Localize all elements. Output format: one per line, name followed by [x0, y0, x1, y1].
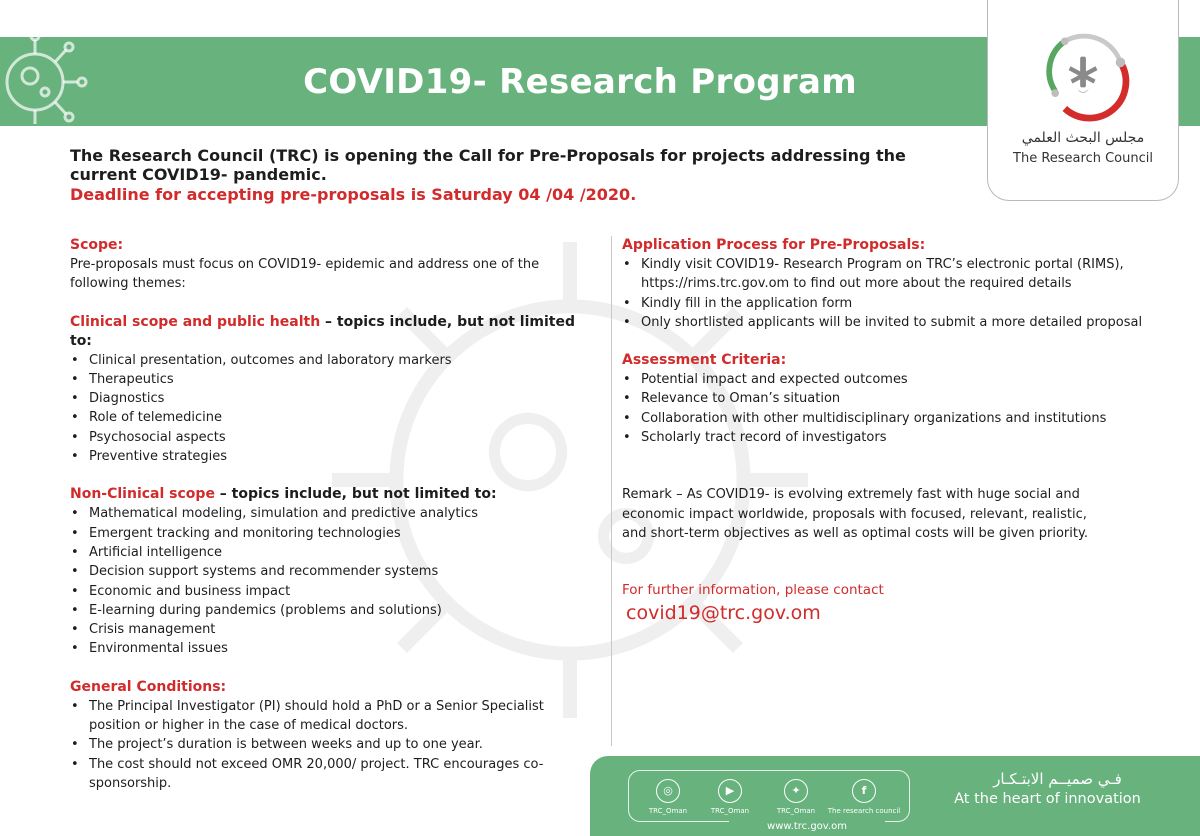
- list-item: • Emergent tracking and monitoring technologies: [70, 524, 580, 543]
- nonclinical-heading-title: Non-Clinical scope: [70, 486, 215, 503]
- assessment-heading: Assessment Criteria:: [622, 352, 787, 369]
- intro-text: The Research Council (TRC) is opening the Call for Pre-Proposals for projects addressing the current COVID19- pandemic.: [70, 146, 906, 184]
- social-links-frame: [628, 770, 910, 832]
- list-item: • Relevance to Oman’s situation: [622, 389, 1167, 408]
- list-item: • Crisis management: [70, 620, 580, 639]
- list-item: • Mathematical modeling, simulation and predictive analytics: [70, 504, 580, 523]
- tagline-english: At the heart of innovation: [954, 791, 1141, 807]
- footer-bar: [590, 756, 1200, 836]
- list-item: • Therapeutics: [70, 370, 580, 389]
- contact-email-link[interactable]: covid19@trc.gov.om: [626, 602, 821, 625]
- logo-english-name: The Research Council: [1013, 151, 1153, 166]
- contact-label: For further information, please contact: [622, 582, 884, 599]
- scope-heading: Scope:: [70, 237, 124, 253]
- social-label: TRC_Oman: [776, 807, 816, 815]
- list-item: • Only shortlisted applicants will be invited to submit a more detailed proposal: [622, 313, 1167, 332]
- list-item: • Environmental issues: [70, 639, 580, 658]
- right-column: [622, 236, 1167, 626]
- list-item: • The Principal Investigator (PI) should hold a PhD or a Senior Specialist position or higher in the case of medical doctors.: [70, 697, 580, 736]
- intro-section: [70, 146, 970, 206]
- general-conditions-list: [70, 697, 580, 793]
- assessment-list: [622, 370, 1167, 447]
- clinical-heading: [70, 313, 580, 351]
- list-item: • Scholarly tract record of investigators: [622, 428, 1167, 447]
- left-column: [70, 236, 580, 793]
- list-item: • Economic and business impact: [70, 582, 580, 601]
- social-label: TRC_Oman: [648, 807, 688, 815]
- clinical-heading-title: Clinical scope and public health: [70, 313, 321, 330]
- page-title: COVID19- Research Program: [303, 61, 857, 102]
- list-item: • Clinical presentation, outcomes and laboratory markers: [70, 351, 580, 370]
- tagline-arabic: فـي صميــم الابتـكـار: [993, 770, 1122, 788]
- social-label: TRC_Oman: [710, 807, 750, 815]
- nonclinical-heading-suffix: – topics include, but not limited to:: [214, 486, 497, 503]
- list-item: • Diagnostics: [70, 389, 580, 408]
- nonclinical-heading: [70, 485, 580, 504]
- trc-logo-icon: [1036, 22, 1132, 122]
- list-item: • Preventive strategies: [70, 447, 580, 466]
- application-heading: Application Process for Pre-Proposals:: [622, 237, 926, 253]
- list-item: • Kindly fill in the application form: [622, 294, 1167, 313]
- list-item: • The project’s duration is between weeks and up to one year.: [70, 735, 580, 754]
- list-item: • E-learning during pandemics (problems and solutions): [70, 601, 580, 620]
- logo-arabic-name: مجلس البحث العلمي: [1021, 130, 1145, 146]
- clinical-heading-suffix: – topics include, but not limited to:: [70, 313, 575, 349]
- list-item: • Collaboration with other multidisciplinary organizations and institutions: [622, 409, 1167, 428]
- column-divider: [611, 236, 612, 746]
- list-item: • Kindly visit COVID19- Research Program on TRC’s electronic portal (RIMS), https://rims.trc.gov.om to find out more about the required details: [622, 255, 1167, 294]
- deadline-notice: Deadline for accepting pre-proposals is Saturday 04 /04 /2020.: [70, 185, 637, 204]
- remark-text: Remark – As COVID19- is evolving extremely fast with huge social and economic impact worldwide, proposals with focused, relevant, realistic, and short-term objectives as well as optimal costs will be given priority.: [622, 487, 1088, 541]
- list-item: • Artificial intelligence: [70, 543, 580, 562]
- trc-logo-card: [987, 0, 1179, 201]
- youtube-icon: ▶: [718, 779, 742, 803]
- list-item: • Potential impact and expected outcomes: [622, 370, 1167, 389]
- clinical-list: [70, 351, 580, 467]
- list-item: • Decision support systems and recommender systems: [70, 562, 580, 581]
- nonclinical-list: [70, 504, 580, 658]
- list-item: • Role of telemedicine: [70, 408, 580, 427]
- general-conditions-heading: General Conditions:: [70, 678, 227, 695]
- facebook-icon: f: [852, 779, 876, 803]
- scope-text: Pre-proposals must focus on COVID19- epidemic and address one of the following themes:: [70, 257, 540, 292]
- twitter-icon: ✦: [784, 779, 808, 803]
- list-item: • Psychosocial aspects: [70, 428, 580, 447]
- application-list: [622, 255, 1167, 332]
- website-link[interactable]: www.trc.gov.om: [729, 821, 885, 832]
- social-facebook-link[interactable]: [819, 779, 909, 815]
- instagram-icon: ◎: [656, 779, 680, 803]
- social-label: The research council: [827, 807, 901, 815]
- list-item: • The cost should not exceed OMR 20,000/ project. TRC encourages co-sponsorship.: [70, 755, 580, 794]
